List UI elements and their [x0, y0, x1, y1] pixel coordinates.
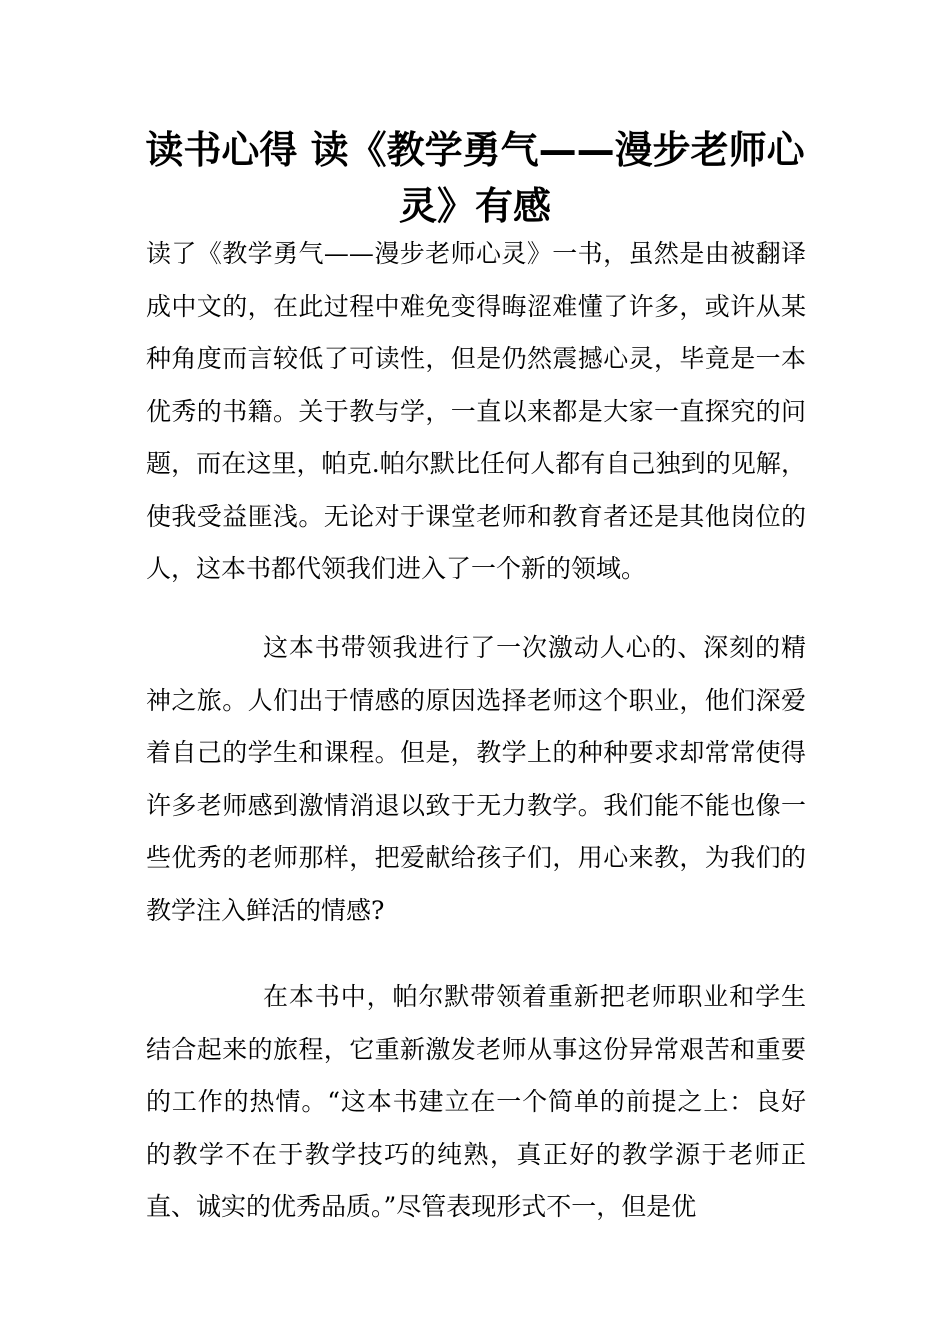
paragraph-1: 读了《教学勇气——漫步老师心灵》一书，虽然是由被翻译成中文的，在此过程中难免变得晦涩难懂了许多，或许从某种角度而言较低了可读性，但是仍然震撼心灵，毕竟是一本优秀的书籍。关于教与学，一直以来都是大家一直探究的问题，而在这里，帕克.帕尔默比任何人都有自己独到的见解，使我受益匪浅。无论对于课堂老师和教育者还是其他岗位的人，这本书都代领我们进入了一个新的领域。: [146, 239, 806, 583]
paragraph-2: 这本书带领我进行了一次激动人心的、深刻的精神之旅。人们出于情感的原因选择老师这个职业，他们深爱着自己的学生和课程。但是，教学上的种种要求却常常使得许多老师感到激情消退以致于无力教学。我们能不能也像一些优秀的老师那样，把爱献给孩子们，用心来教，为我们的教学注入鲜活的情感?: [146, 633, 806, 925]
document-title: 读书心得 读《教学勇气——漫步老师心灵》有感: [145, 128, 805, 228]
paragraph-3: 在本书中，帕尔默带领着重新把老师职业和学生结合起来的旅程，它重新激发老师从事这份异常艰苦和重要的工作的热情。“这本书建立在一个简单的前提之上：良好的教学不在于教学技巧的纯熟，真正好的教学源于老师正直、诚实的优秀品质。”尽管表现形式不一，但是优: [146, 982, 806, 1221]
